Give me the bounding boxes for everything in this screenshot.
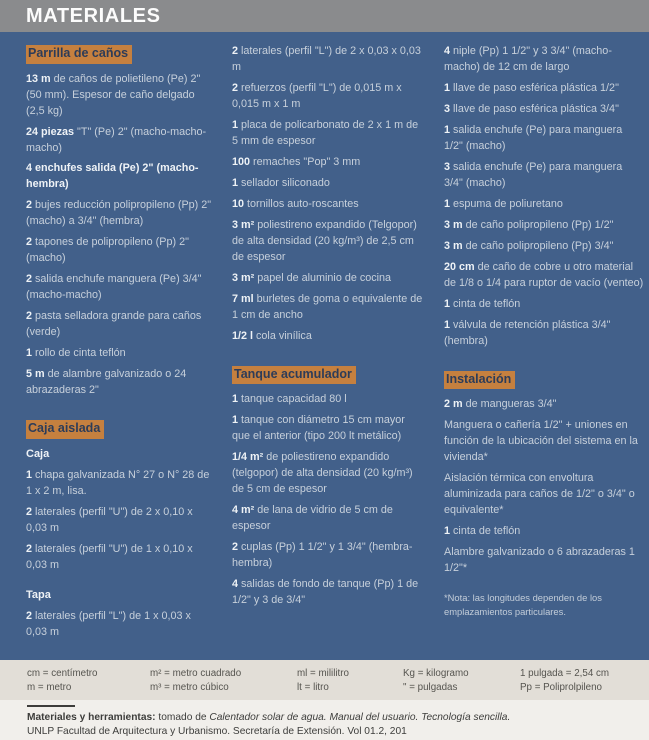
- list-item: 4 niple (Pp) 1 1/2" y 3 3/4" (macho-macho) de 12 cm de largo: [444, 45, 612, 73]
- item-quantity: 3 m: [444, 239, 463, 252]
- section-heading: [232, 365, 424, 385]
- item-quantity: 3 m: [444, 218, 463, 231]
- item-quantity: 1/2 l: [232, 329, 254, 342]
- list-item: 2 laterales (perfil "L") de 2 x 0,03 x 0,03 m: [232, 45, 421, 73]
- item-quantity: 1: [444, 197, 451, 210]
- list-item: 2 cuplas (Pp) 1 1/2" y 1 3/4" (hembra-hembra): [232, 540, 413, 569]
- list-item: 1 espuma de poliuretano: [444, 197, 563, 210]
- source-text: tomado de: [158, 712, 207, 723]
- list-item: 3 m de caño polipropileno (Pp) 3/4": [444, 239, 614, 252]
- item-quantity: 20 cm: [444, 260, 475, 273]
- page-title: MATERIALES: [26, 4, 161, 27]
- item-quantity: 1: [444, 524, 451, 537]
- section-heading: [444, 370, 644, 390]
- item-quantity: 2: [232, 81, 239, 94]
- item-quantity: 1: [26, 469, 33, 482]
- source-credit: [0, 700, 649, 738]
- item-quantity: 2: [26, 273, 33, 286]
- item-quantity: 1: [232, 176, 239, 189]
- list-item: 1 tanque capacidad 80 l: [232, 393, 347, 406]
- list-item: 100 remaches "Pop" 3 mm: [232, 155, 361, 168]
- item-quantity: 2 m: [444, 398, 463, 411]
- subsection-heading: Caja: [26, 447, 50, 460]
- item-quantity: 1: [444, 297, 451, 310]
- item-quantity: 2: [26, 236, 33, 249]
- item-quantity: 4 enchufes salida (Pe) 2" (macho-hembra): [26, 162, 199, 191]
- section-heading-label: Tanque acumulador: [232, 366, 356, 385]
- item-quantity: 1: [232, 393, 239, 406]
- list-item: 3 salida enchufe (Pe) para manguera 3/4" (macho): [444, 160, 623, 189]
- item-quantity: 1: [232, 118, 239, 131]
- section-heading-label: Instalación: [444, 371, 515, 390]
- title-bar: [0, 0, 649, 32]
- list-item: 1 válvula de retención plástica 3/4" (hembra): [444, 318, 611, 347]
- item-quantity: 4: [232, 577, 239, 590]
- item-quantity: 4 m²: [232, 503, 255, 516]
- item-quantity: 2: [232, 540, 239, 553]
- legend-entry: cm = centímetro: [27, 668, 98, 679]
- list-item: 2 bujes reducción polipropileno (Pp) 2" (macho) a 3/4" (hembra): [26, 199, 212, 228]
- list-item: 4 salidas de fondo de tanque (Pp) 1 de 1/2" y 3 de 3/4": [232, 577, 419, 606]
- section-heading-label: Caja aislada: [26, 420, 104, 439]
- list-item: 2 laterales (perfil "L") de 1 x 0,03 x 0,03 m: [26, 610, 191, 639]
- item-quantity: 1: [444, 81, 451, 94]
- legend-column: [27, 667, 150, 695]
- list-item: 20 cm de caño de cobre u otro material de 1/8 o 1/4 para ruptor de vacío (venteo): [444, 260, 644, 289]
- item-quantity: 2: [232, 45, 239, 57]
- item-quantity: 5 m: [26, 368, 45, 381]
- item-quantity: 2: [26, 542, 33, 555]
- list-item: 2 refuerzos (perfil "L") de 0,015 m x 0,015 m x 1 m: [232, 81, 402, 110]
- section-heading-label: Parrilla de caños: [26, 45, 132, 64]
- list-item: 1/4 m² de poliestireno expandido (telgopor) de alta densidad (20 kg/m³) de 5 cm de espesor: [232, 451, 413, 495]
- list-item: 3 m de caño polipropileno (Pp) 1/2": [444, 218, 614, 231]
- item-quantity: 1: [232, 414, 239, 427]
- legend-entry: m² = metro cuadrado: [150, 668, 242, 679]
- list-item: 2 pasta selladora grande para caños (verde): [26, 310, 202, 339]
- item-quantity: 100: [232, 155, 251, 168]
- list-item: 2 m de mangueras 3/4": [444, 398, 557, 411]
- list-item: Alambre galvanizado o 6 abrazaderas 1 1/2"*: [444, 545, 635, 574]
- item-quantity: 7 ml: [232, 292, 254, 305]
- list-item: Manguera o cañería 1/2" + uniones en función de la ubicación del sistema en la vivienda*: [444, 419, 638, 464]
- list-item: 1 chapa galvanizada N° 27 o N° 28 de 1 x 2 m, lisa.: [26, 469, 210, 498]
- list-item: 3 llave de paso esférica plástica 3/4": [444, 102, 619, 115]
- materials-column-2: [232, 44, 424, 660]
- materials-column-1: [26, 44, 212, 660]
- item-quantity: 3 m²: [232, 271, 255, 284]
- legend-column: [520, 667, 609, 695]
- list-item: 24 piezas "T" (Pe) 2" (macho-macho-macho): [26, 125, 207, 154]
- list-item: Aislación térmica con envoltura aluminizada para caños de 1/2" o 3/4" o equivalente*: [444, 472, 635, 516]
- item-quantity: 1/4 m²: [232, 451, 264, 464]
- legend-entry: ml = mililitro: [297, 668, 349, 679]
- list-item: 2 laterales (perfil "U") de 1 x 0,10 x 0,03 m: [26, 542, 193, 571]
- source-label: Materiales y herramientas:: [27, 712, 156, 723]
- list-item: 1 sellador siliconado: [232, 176, 330, 189]
- list-item: 13 m de caños de polietileno (Pe) 2" (50 mm). Espesor de caño delgado (2,5 kg): [26, 72, 201, 117]
- list-item: 10 tornillos auto-roscantes: [232, 197, 359, 210]
- list-item: 5 m de alambre galvanizado o 24 abrazaderas 2": [26, 368, 187, 397]
- materials-column-3: [444, 44, 644, 660]
- item-quantity: 1: [444, 123, 451, 136]
- item-quantity: 13 m: [26, 72, 51, 85]
- item-quantity: 3: [444, 102, 451, 115]
- list-item: [26, 161, 212, 193]
- list-item: 1 llave de paso esférica plástica 1/2": [444, 81, 619, 94]
- legend-entry: Pp = Poliprolpileno: [520, 682, 602, 694]
- list-item: 1/2 l cola vinílica: [232, 329, 312, 342]
- list-item: 1 placa de policarbonato de 2 x 1 m de 5 mm de espesor: [232, 118, 419, 147]
- subsection-heading: Tapa: [26, 588, 51, 601]
- item-quantity: 24 piezas: [26, 125, 75, 138]
- item-quantity: 3: [444, 160, 451, 173]
- item-quantity: 2: [26, 310, 33, 323]
- list-item: 7 ml burletes de goma o equivalente de 1 cm de ancho: [232, 292, 423, 321]
- list-item: 1 tanque con diámetro 15 cm mayor que el anterior (tipo 200 lt metálico): [232, 414, 405, 443]
- item-quantity: 3 m²: [232, 218, 255, 231]
- source-line-2: UNLP Facultad de Arquitectura y Urbanismo. Secretaría de Extensión. Vol 01.2, 201: [27, 726, 407, 738]
- footnote: *Nota: las longitudes dependen de los emplazamientos particulares.: [444, 591, 602, 617]
- item-quantity: 2: [26, 506, 33, 519]
- list-item: 3 m² poliestireno expandido (Telgopor) de alta densidad (20 kg/m³) de 2,5 cm de espesor: [232, 218, 417, 263]
- item-quantity: 2: [26, 610, 33, 623]
- legend-entry: 1 pulgada = 2,54 cm: [520, 668, 610, 679]
- legend-entry: " = pulgadas: [403, 682, 458, 694]
- list-item: 3 m² papel de aluminio de cocina: [232, 271, 392, 284]
- list-item: 1 cinta de teflón: [444, 297, 521, 310]
- item-quantity: 4: [444, 45, 451, 57]
- legend-column: [403, 667, 520, 695]
- section-heading: [26, 44, 212, 64]
- materials-panel: [0, 32, 649, 660]
- abbreviation-legend: [0, 660, 649, 700]
- item-quantity: 1: [444, 318, 451, 331]
- legend-column: [150, 667, 297, 695]
- legend-column: [297, 667, 403, 695]
- item-quantity: 10: [232, 197, 245, 210]
- legend-entry: m = metro: [27, 682, 72, 694]
- legend-entry: m³ = metro cúbico: [150, 682, 229, 694]
- list-item: 2 salida enchufe manguera (Pe) 3/4" (macho-macho): [26, 273, 202, 302]
- section-heading: [26, 419, 212, 439]
- legend-entry: lt = litro: [297, 682, 329, 694]
- list-item: 1 rollo de cinta teflón: [26, 347, 126, 360]
- list-item: 1 salida enchufe (Pe) para manguera 1/2" (macho): [444, 123, 623, 152]
- legend-entry: Kg = kilogramo: [403, 668, 469, 679]
- source-title: Calentador solar de agua. Manual del usuario. Tecnología sencilla.: [209, 712, 511, 723]
- item-quantity: 1: [26, 347, 33, 360]
- list-item: 2 tapones de polipropileno (Pp) 2" (macho): [26, 236, 189, 265]
- item-quantity: 2: [26, 199, 33, 212]
- list-item: 1 cinta de teflón: [444, 524, 521, 537]
- source-line-1: [27, 711, 637, 725]
- divider-rule: [27, 705, 75, 707]
- list-item: 2 laterales (perfil "U") de 2 x 0,10 x 0,03 m: [26, 506, 193, 534]
- list-item: 4 m² de lana de vidrio de 5 cm de espesor: [232, 503, 393, 532]
